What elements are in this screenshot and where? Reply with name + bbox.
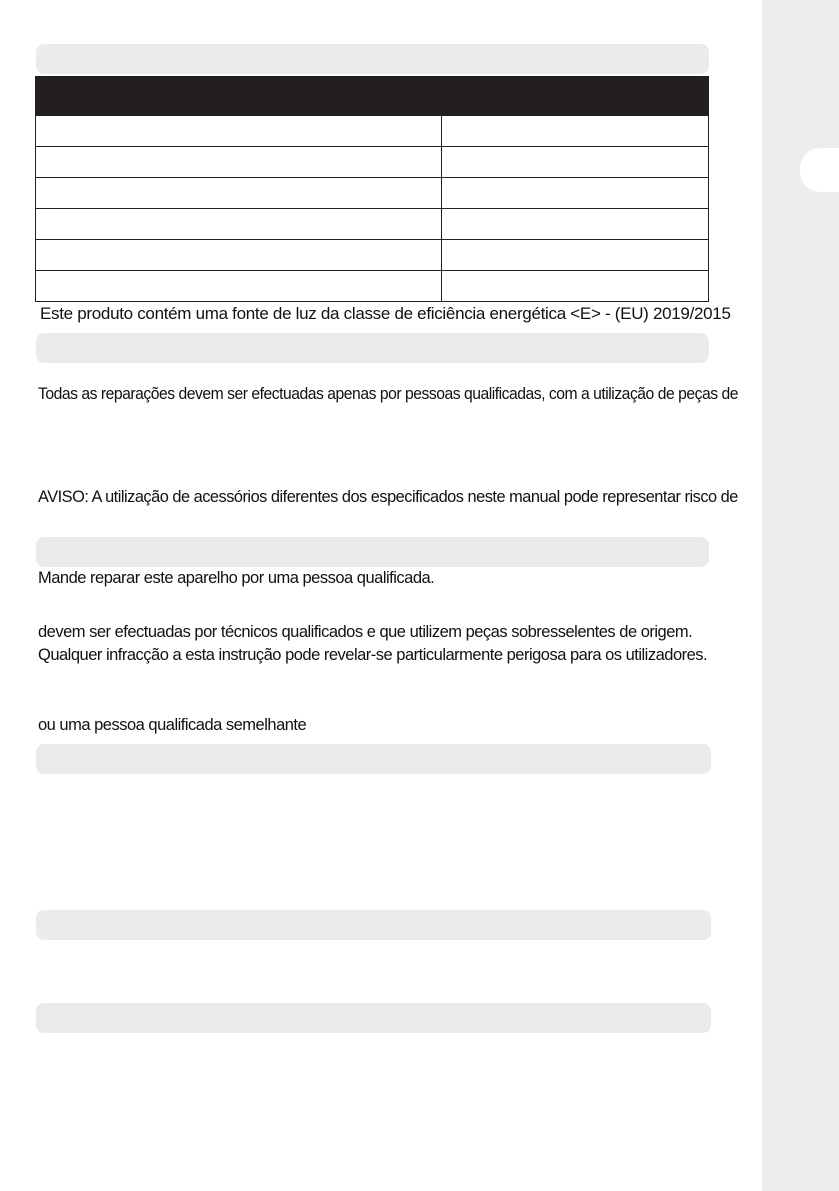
table-cell — [442, 147, 709, 178]
specifications-table — [35, 76, 709, 302]
table-row — [36, 147, 709, 178]
section-header-bar — [36, 44, 709, 74]
infraction-paragraph: Qualquer infracção a esta instrução pode revelar-se particularmente perigosa para os utilizadores. — [38, 646, 708, 664]
table-header-cell — [442, 77, 709, 116]
section-header-bar — [36, 744, 711, 774]
table-cell — [442, 240, 709, 271]
section-header-bar — [36, 537, 709, 567]
warning-paragraph: AVISO: A utilização de acessórios diferentes dos especificados neste manual pode representar risco de — [38, 488, 738, 506]
table-cell — [442, 178, 709, 209]
section-header-bar — [36, 910, 711, 940]
table-cell — [442, 271, 709, 302]
table-row — [36, 240, 709, 271]
table-cell — [36, 209, 442, 240]
table-cell — [36, 147, 442, 178]
table-cell — [442, 209, 709, 240]
table-row — [36, 271, 709, 302]
table-header-cell — [36, 77, 442, 116]
repair-person-paragraph: Mande reparar este aparelho por uma pessoa qualificada. — [38, 569, 435, 587]
section-header-bar — [36, 333, 709, 363]
table-row — [36, 178, 709, 209]
technicians-paragraph: devem ser efectuadas por técnicos qualificados e que utilizem peças sobresselentes de origem. — [38, 623, 693, 641]
table-cell — [442, 116, 709, 147]
table-cell — [36, 178, 442, 209]
repairs-paragraph: Todas as reparações devem ser efectuadas apenas por pessoas qualificadas, com a utilização de peças de — [38, 385, 738, 403]
section-header-bar — [36, 1003, 711, 1033]
table-row — [36, 116, 709, 147]
table-header-row — [36, 77, 709, 116]
table-cell — [36, 271, 442, 302]
energy-class-statement: Este produto contém uma fonte de luz da classe de eficiência energética <E> - (EU) 2019/2015 — [40, 304, 731, 323]
side-language-tab — [800, 148, 839, 192]
table-cell — [36, 116, 442, 147]
similar-person-paragraph: ou uma pessoa qualificada semelhante — [38, 716, 307, 734]
table-row — [36, 209, 709, 240]
table-cell — [36, 240, 442, 271]
